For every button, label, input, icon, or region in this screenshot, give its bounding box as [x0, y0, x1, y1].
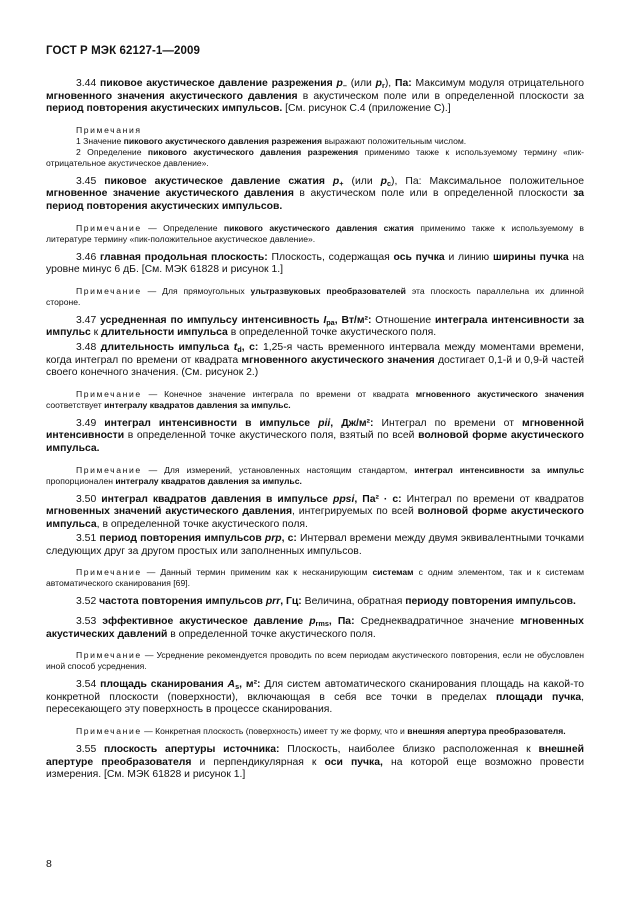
term-unit: , Па² · с:	[354, 493, 402, 505]
note-label: Примечание	[76, 567, 142, 578]
text: Максимум модуля отрицательного	[411, 78, 585, 89]
symbol-subscript: pa	[326, 317, 335, 327]
text: пропорционален	[46, 475, 116, 486]
term-reference: мгновенного акустического значения	[415, 388, 584, 399]
note-label: Примечание	[76, 464, 142, 475]
term-3-51	[46, 533, 584, 558]
term-number: 3.52	[76, 596, 100, 608]
text: к	[90, 327, 102, 339]
term-reference: внешней апертуре преобразователя	[46, 744, 584, 768]
text: Величина, обратная	[301, 596, 406, 608]
term-reference: период повторения акустических импульсов.	[46, 103, 283, 115]
term-reference: ширины пучка	[492, 251, 569, 263]
term-reference: пикового акустического давления разрежения	[123, 135, 322, 146]
symbol-subscript: s	[235, 682, 240, 692]
text: на которой еще возможно провести измерения. [См. МЭК 61828 и рисунок 1.]	[46, 756, 585, 781]
term-number: 3.49	[76, 417, 105, 429]
term-symbol: p	[332, 175, 340, 187]
text: и перпендикулярная к	[191, 756, 325, 768]
term-unit: , м²:	[239, 679, 261, 691]
text: (или	[346, 78, 376, 89]
term-symbol: ppsi	[332, 493, 355, 505]
term-name: плоскость апертуры источника:	[104, 744, 280, 756]
term-number: 3.48	[76, 341, 101, 353]
text: на уровне минус 6 дБ. [См. МЭК 61828 и рисунок 1.]	[46, 251, 584, 276]
text: (или	[343, 175, 381, 187]
term-name: частота повторения импульсов	[99, 596, 266, 608]
text: 1 Значение	[76, 135, 124, 146]
term-reference: периоду повторения импульсов.	[405, 596, 576, 608]
term-reference: ультразвуковых преобразователей	[250, 285, 406, 296]
text: Интеграл по времени от	[373, 417, 523, 429]
text: в определенной точке акустического поля, взятый по всей	[124, 430, 419, 442]
term-name: период повторения импульсов	[99, 533, 265, 545]
alt-subscript: c	[387, 178, 392, 188]
term-reference: внешняя апертура преобразователя.	[407, 726, 566, 737]
term-3-44	[46, 78, 584, 116]
text: в определенной точке акустического поля.	[227, 327, 437, 339]
document-header: ГОСТ Р МЭК 62127-1—2009	[46, 45, 200, 57]
text: Плоскость, наиболее близко расположенная к	[279, 744, 539, 756]
text: Интеграл по времени от квадратов	[401, 493, 584, 505]
text: соответствует	[46, 399, 105, 410]
text: Па: Максимальное положительное	[405, 175, 585, 187]
term-name: пиковое акустическое давление сжатия	[104, 175, 333, 187]
term-reference: волновой форме акустического импульса	[46, 506, 585, 530]
text: ),	[384, 78, 395, 89]
text: применимо также к используемому термину «пик-отрицательное акустическое давление».	[46, 146, 584, 168]
term-reference: оси пучка,	[324, 756, 383, 768]
note-3-53	[46, 650, 584, 672]
text: в определенной точке акустического поля.	[167, 628, 376, 640]
text: в акустическом поле или в определенной плоскости	[293, 188, 574, 200]
term-unit: , Вт/м²:	[334, 314, 372, 326]
text: эта плоскость параллельна их длинной стороне.	[46, 285, 584, 307]
term-3-55	[46, 744, 584, 782]
text: с одним элементом, так и к системам автоматического сканирования [69].	[46, 567, 584, 589]
page-number: 8	[46, 858, 52, 870]
term-reference: пикового акустического давления разрежения	[147, 146, 359, 157]
text: Интервал времени между двумя эквивалентными точками следующих друг за другом простых или заполненных импульсов.	[46, 533, 585, 557]
term-symbol: I	[323, 314, 327, 326]
term-symbol: A	[227, 679, 236, 691]
term-name: главная продольная плоскость:	[99, 251, 268, 263]
note-label: Примечание	[76, 285, 142, 296]
term-unit: , Гц:	[280, 596, 302, 608]
text: Плоскость, содержащая	[267, 251, 394, 263]
term-3-54	[46, 679, 584, 717]
note-label: Примечание	[76, 726, 142, 737]
notes-title	[46, 125, 584, 136]
term-name: длительность импульса	[100, 341, 234, 353]
note-label: Примечание	[76, 222, 142, 233]
term-symbol: pii	[318, 417, 331, 429]
term-symbol: p	[336, 78, 343, 89]
symbol-subscript: –	[342, 81, 347, 90]
text: , пересекающего эту поверхность в процессе сканирования.	[46, 691, 584, 716]
alt-symbol: p	[380, 175, 387, 187]
term-unit: , с:	[241, 341, 259, 353]
term-number: 3.50	[76, 493, 102, 505]
alt-subscript: r	[382, 81, 385, 90]
text: , интегрируемых по всей	[292, 506, 418, 518]
term-symbol: prr	[265, 596, 281, 608]
term-reference: ось пучка	[393, 251, 445, 263]
term-unit: , Па:	[328, 616, 355, 628]
term-name: эффективное акустическое давление	[102, 616, 310, 628]
term-symbol: p	[309, 616, 316, 628]
term-reference: интеграла интенсивности за импульс	[46, 314, 585, 339]
term-unit: , Дж/м²:	[330, 417, 374, 429]
term-3-52	[46, 596, 584, 609]
term-3-50	[46, 494, 584, 532]
term-number: 3.46	[76, 251, 100, 263]
term-reference: интеграл интенсивности за импульс	[414, 464, 585, 475]
term-name: пиковое акустическое давление разрежения	[100, 78, 337, 89]
term-symbol: prp	[264, 533, 282, 545]
term-reference: мгновенных значений акустического давления	[46, 506, 293, 518]
term-3-49	[46, 418, 584, 456]
term-reference: мгновенного акустического значения	[241, 354, 435, 366]
term-number: 3.54	[76, 679, 101, 691]
term-reference: пикового акустического давления сжатия	[223, 222, 414, 233]
notes-label: Примечания	[76, 124, 142, 135]
term-3-46	[46, 252, 584, 277]
text: — Определение	[141, 222, 224, 233]
term-3-53	[46, 616, 584, 641]
text: — Для измерений, установленных настоящим стандартом,	[141, 464, 415, 475]
note-2	[46, 147, 584, 169]
term-3-45	[46, 176, 584, 214]
term-name: усредненная по импульсу интенсивность	[100, 314, 324, 326]
symbol-subscript: d	[237, 344, 242, 354]
text: Среднеквадратичное значение	[354, 616, 521, 628]
term-reference: площади пучка	[496, 691, 582, 703]
note-3-48	[46, 389, 584, 411]
symbol-subscript: rms	[315, 619, 329, 629]
text: — Усреднение рекомендуется проводить по всем периодам акустического повторения, если не обусловлен иной способ усреднения.	[46, 650, 584, 672]
term-name: площадь сканирования	[100, 679, 228, 691]
alt-symbol: p	[375, 78, 383, 89]
term-reference: волновой форме акустического импульса.	[46, 430, 585, 454]
text: Отношение	[371, 314, 435, 326]
note-3-45	[46, 223, 584, 245]
term-reference: интегралу квадратов давления за импульс.	[104, 399, 291, 410]
text: — Для прямоугольных	[141, 285, 251, 296]
text: — Данный термин применим как к несканирующим	[141, 567, 373, 578]
note-label: Примечание	[76, 650, 142, 661]
document-body	[46, 78, 584, 782]
note-label: Примечание	[76, 388, 142, 399]
term-reference: мгновенное значение акустического давления	[46, 188, 294, 200]
text: достигает 0,1-й и 0,9-й частей своего конечного значения. (См. рисунок 2.)	[46, 354, 584, 379]
note-1	[46, 136, 584, 147]
text: — Конкретная плоскость (поверхность) имеет ту же форму, что и	[141, 726, 408, 737]
text: Для систем автоматического сканирования площадь на какой-то конкретной плоскости (поверхности), включающая в себя все точки в пределах	[46, 679, 584, 703]
note-3-54	[46, 726, 584, 737]
text: ),	[391, 175, 406, 187]
term-reference: мгновенной интенсивности	[46, 417, 584, 442]
term-reference: за период повторения акустических импульсов.	[46, 188, 584, 212]
term-reference: интегралу квадратов давления за импульс.	[115, 475, 302, 486]
text: в акустическом поле или в определенной плоскости за	[297, 90, 584, 102]
text: [См. рисунок С.4 (приложение С).]	[282, 103, 451, 115]
term-number: 3.51	[76, 533, 100, 545]
note-3-49	[46, 465, 584, 487]
text: 2 Определение	[76, 146, 148, 157]
text: , в определенной точке акустического поля.	[96, 518, 308, 530]
term-number: 3.45	[76, 175, 105, 187]
note-3-46	[46, 286, 584, 308]
text: применимо также к используемому в литературе термину «пик-положительное акустическое давление».	[46, 222, 584, 244]
term-unit: , с:	[281, 533, 297, 545]
symbol-subscript: +	[339, 178, 344, 188]
term-symbol: t	[233, 341, 238, 353]
term-reference: мгновенных акустических давлений	[46, 616, 584, 640]
term-reference: системам	[372, 567, 414, 578]
term-3-48	[46, 342, 584, 380]
note-3-51	[46, 567, 584, 589]
term-name: интеграл интенсивности в импульсе	[104, 417, 319, 429]
term-name: интеграл квадратов давления в импульсе	[101, 493, 333, 505]
term-3-47	[46, 315, 584, 340]
term-number: 3.47	[76, 314, 101, 326]
text: — Конечное значение интеграла по времени от квадрата	[141, 388, 416, 399]
text: и линию	[444, 251, 493, 263]
term-number: 3.53	[76, 616, 103, 628]
text: выражают положительным числом.	[321, 135, 467, 146]
term-number: 3.44	[76, 78, 101, 89]
term-reference: длительности импульса	[101, 327, 228, 339]
term-reference: мгновенного значения акустического давления	[46, 90, 298, 102]
text: 1,25-я часть временного интервала между моментами времени, когда интеграл по времени от квадрата	[46, 341, 584, 366]
term-unit: Па:	[395, 78, 412, 89]
term-number: 3.55	[76, 744, 105, 756]
